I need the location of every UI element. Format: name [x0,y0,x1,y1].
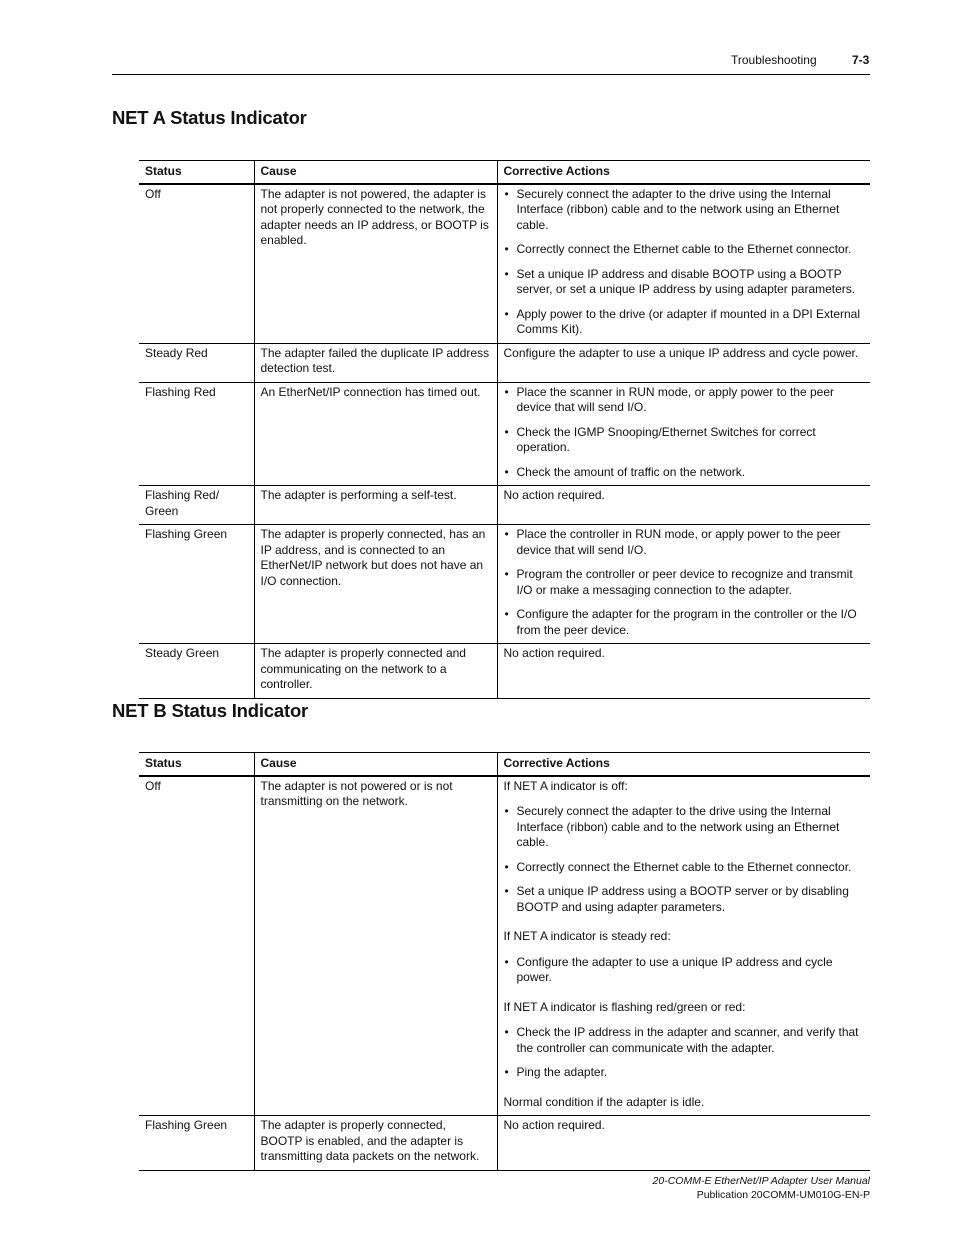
status-cell: Off [139,184,254,344]
condition-intro: If NET A indicator is off: [503,778,628,793]
column-header-status: Status [139,753,254,776]
cause-cell: The adapter is not powered or is not transmitting on the network. [254,776,497,1116]
table-header-row [139,161,870,184]
action-list [504,1025,865,1081]
condition-intro: If NET A indicator is steady red: [503,929,671,943]
actions-cell [497,382,870,486]
action-list [504,804,865,915]
column-header-cause: Cause [254,161,497,184]
action-item: • Configure the adapter to use a unique IP address and cycle power. [504,955,865,986]
table-row [139,644,870,699]
status-cell: Steady Red [139,343,254,382]
cause-cell: The adapter is performing a self-test. [254,486,497,525]
net-a-section-title: NET A Status Indicator [112,107,307,128]
closing-note: Normal condition if the adapter is idle. [503,1094,705,1109]
condition-intro: If NET A indicator is flashing red/green or red: [503,999,746,1014]
action-list [504,385,865,481]
table-row [139,382,870,486]
cause-cell: The adapter failed the duplicate IP address detection test. [254,343,497,382]
table-row [139,184,870,344]
action-item: • Correctly connect the Ethernet cable to the Ethernet connector. [504,860,865,876]
page-number: 7-3 [852,53,870,67]
cause-cell: The adapter is properly connected and communicating on the network to a controller. [254,644,497,699]
actions-cell: No action required. [497,1116,870,1171]
actions-cell [497,525,870,644]
table-row [139,1116,870,1171]
actions-cell: No action required. [497,486,870,525]
running-header-section: Troubleshooting [731,53,817,67]
cause-cell: An EtherNet/IP connection has timed out. [254,382,497,486]
cause-cell: The adapter is not powered, the adapter is not properly connected to the network, the adapter needs an IP address, or BOOTP is enabled. [254,184,497,344]
action-list [504,955,865,986]
status-cell: Flashing Red/ Green [139,486,254,525]
action-item: • Securely connect the adapter to the drive using the Internal Interface (ribbon) cable and to the network using an Ethernet cable. [504,804,865,851]
action-item: • Set a unique IP address and disable BOOTP using a BOOTP server, or set a unique IP address by using adapter parameters. [504,267,865,298]
action-item: • Place the scanner in RUN mode, or apply power to the peer device that will send I/O. [504,385,865,416]
action-item: • Set a unique IP address using a BOOTP server or by disabling BOOTP and using adapter parameters. [504,884,865,915]
action-list [504,187,865,338]
action-item: • Configure the adapter for the program in the controller or the I/O from the peer device. [504,607,865,638]
header-rule [112,74,870,75]
table-row [139,776,870,1116]
action-item: • Correctly connect the Ethernet cable to the Ethernet connector. [504,242,865,258]
column-header-cause: Cause [254,753,497,776]
status-cell: Off [139,776,254,1116]
net-b-section-title: NET B Status Indicator [112,700,309,721]
actions-cell: Configure the adapter to use a unique IP address and cycle power. [497,343,870,382]
action-item: • Program the controller or peer device to recognize and transmit I/O or make a messaging connection to the adapter. [504,567,865,598]
actions-cell [497,776,870,1116]
action-item: • Check the IGMP Snooping/Ethernet Switches for correct operation. [504,425,865,456]
status-cell: Flashing Red [139,382,254,486]
cause-cell: The adapter is properly connected, has an IP address, and is connected to an EtherNet/IP network but does not have an I/O connection. [254,525,497,644]
status-cell: Steady Green [139,644,254,699]
table-row [139,525,870,644]
actions-cell [497,184,870,344]
net-b-status-table [139,752,870,1171]
table-row [139,343,870,382]
action-list [504,527,865,638]
action-item: • Place the controller in RUN mode, or apply power to the peer device that will send I/O. [504,527,865,558]
footer-manual-title: 20-COMM-E EtherNet/IP Adapter User Manual [652,1175,870,1187]
action-item: • Check the amount of traffic on the network. [504,465,865,481]
column-header-status: Status [139,161,254,184]
table-row [139,486,870,525]
action-item: • Securely connect the adapter to the drive using the Internal Interface (ribbon) cable and to the network using an Ethernet cable. [504,187,865,234]
footer-publication-number: Publication 20COMM-UM010G-EN-P [696,1189,870,1201]
action-item: • Apply power to the drive (or adapter if mounted in a DPI External Comms Kit). [504,307,865,338]
action-item: • Ping the adapter. [504,1065,865,1081]
actions-cell: No action required. [497,644,870,699]
net-a-status-table [139,160,870,699]
status-cell: Flashing Green [139,525,254,644]
column-header-actions: Corrective Actions [497,753,870,776]
column-header-actions: Corrective Actions [497,161,870,184]
status-cell: Flashing Green [139,1116,254,1171]
cause-cell: The adapter is properly connected, BOOTP is enabled, and the adapter is transmitting data packets on the network. [254,1116,497,1171]
action-item: • Check the IP address in the adapter and scanner, and verify that the controller can communicate with the adapter. [504,1025,865,1056]
table-header-row [139,753,870,776]
